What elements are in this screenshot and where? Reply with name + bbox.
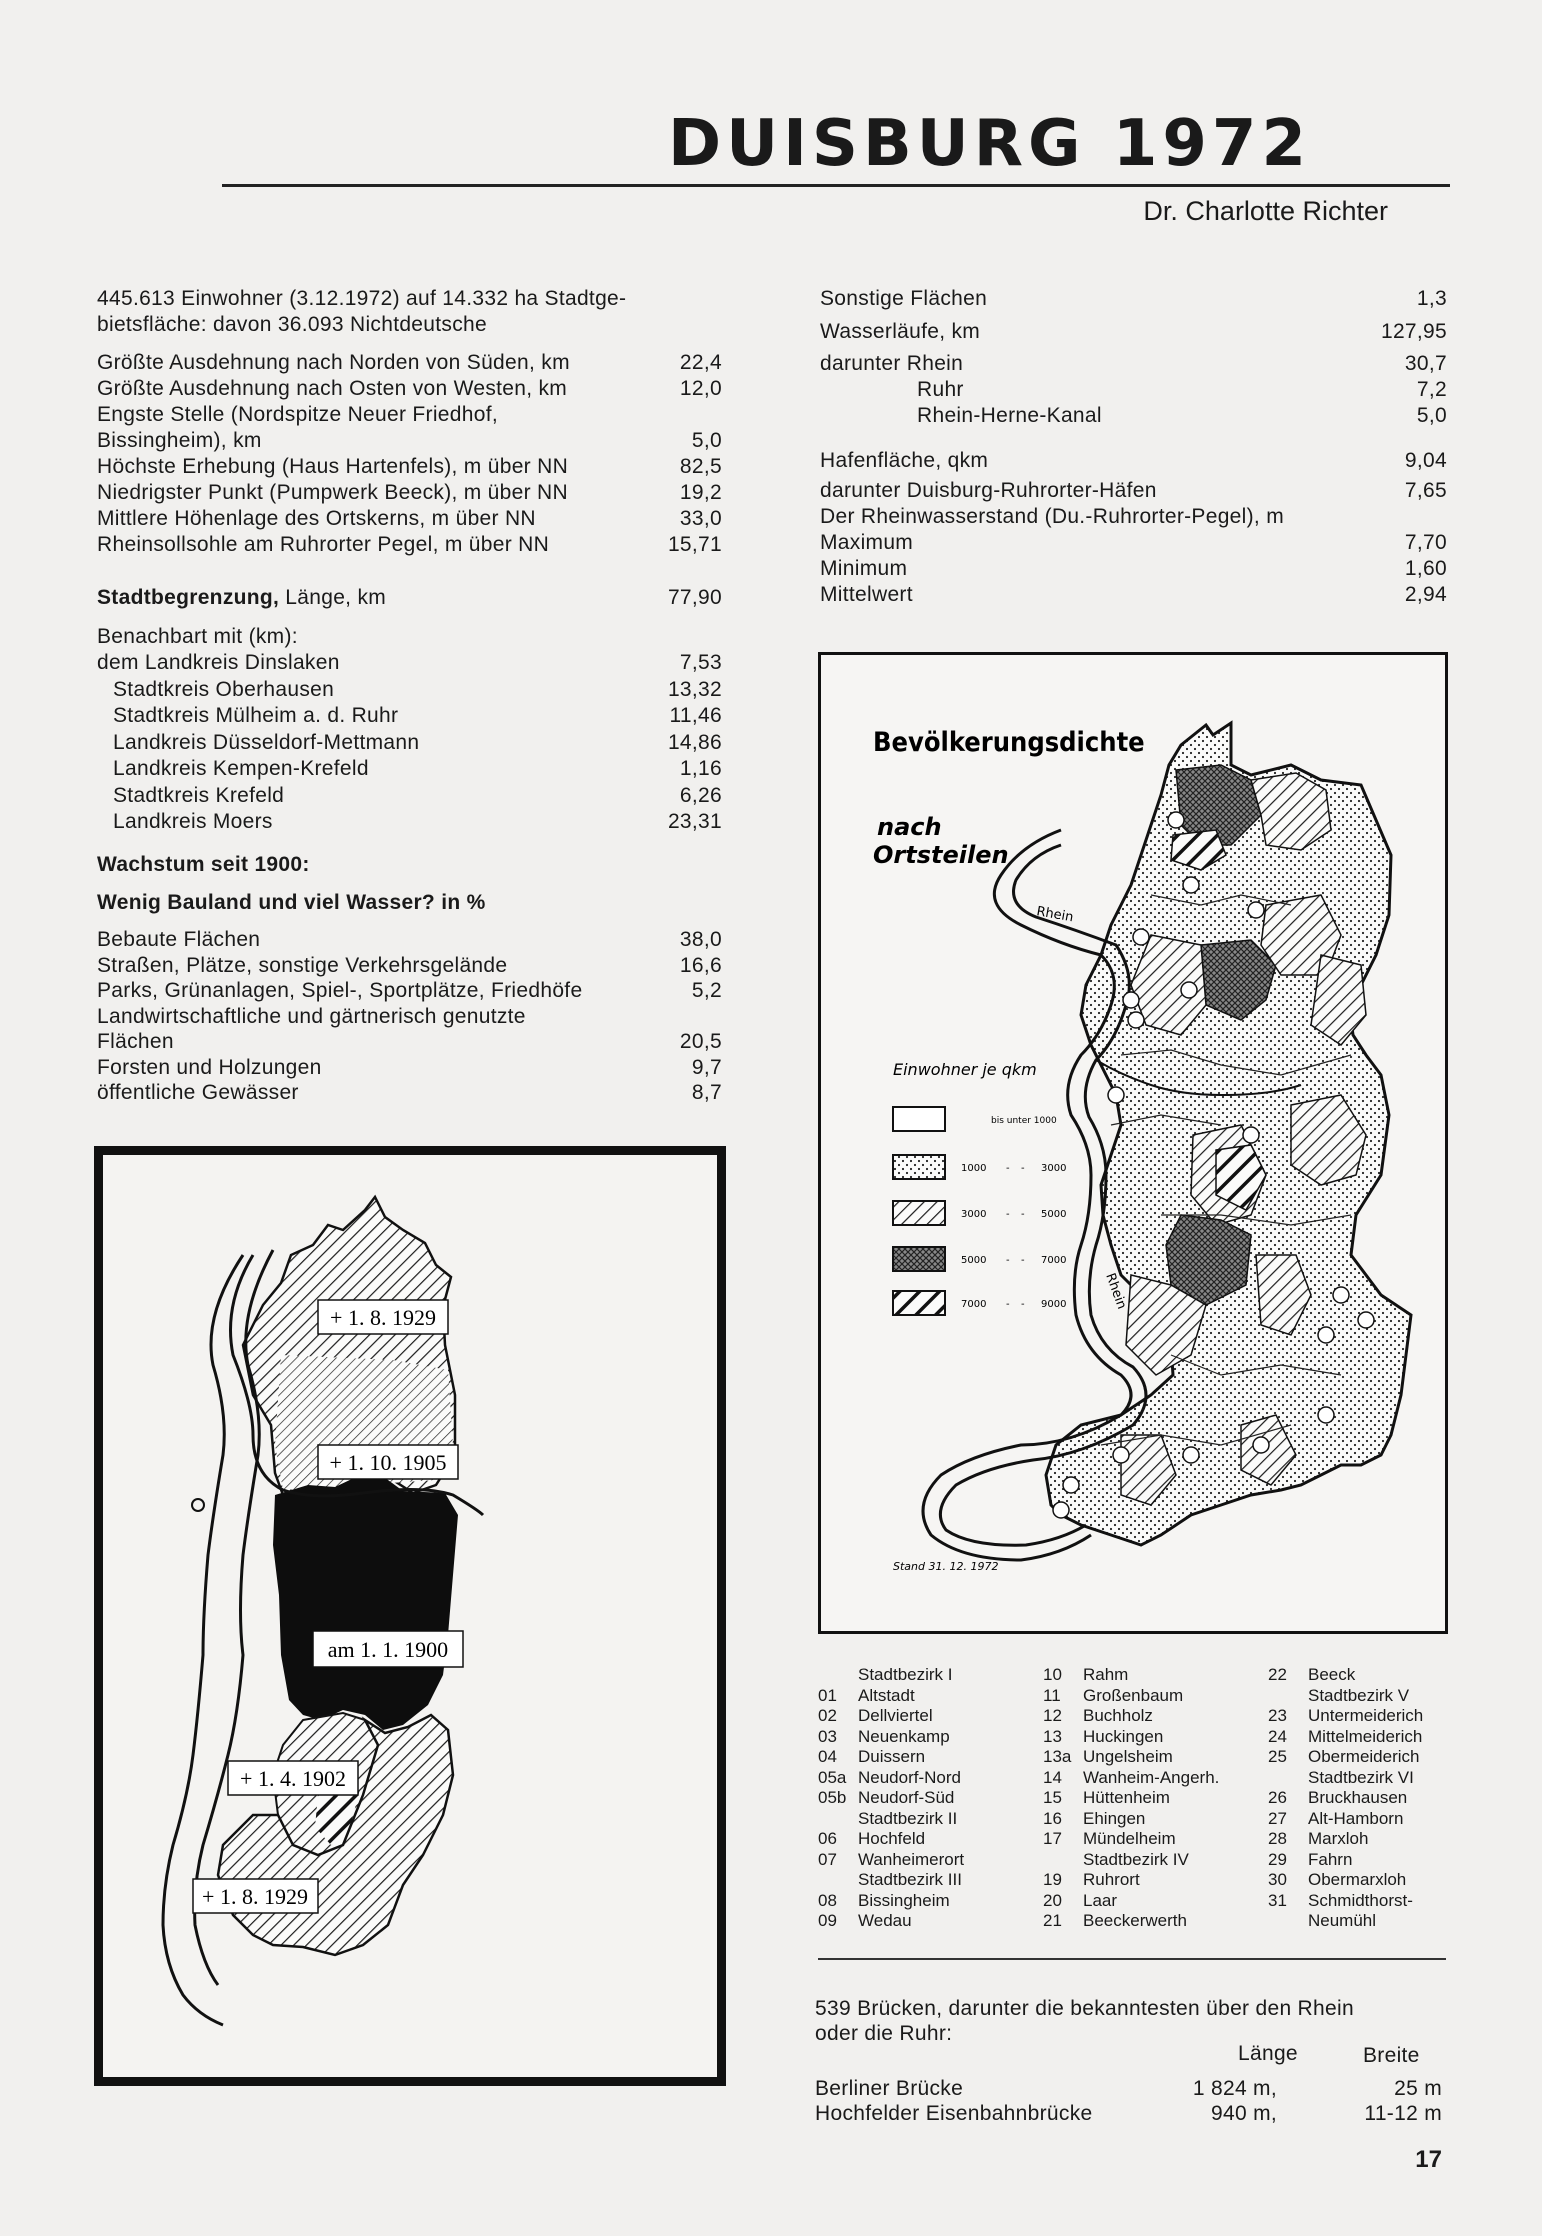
legend-dash: - (1006, 1299, 1010, 1310)
river-rhein-label: Rhein (1035, 904, 1075, 926)
measure-row: Größte Ausdehnung nach Osten von Westen, km 12,0 (97, 377, 722, 400)
neighbor-row: dem Landkreis Dinslaken 7,53 (97, 651, 722, 674)
neighbor-row: Landkreis Kempen-Krefeld 1,16 (113, 757, 722, 780)
bridges-col-width: Breite (1363, 2044, 1420, 2067)
legend-swatch-1 (893, 1107, 945, 1131)
list-item: 05b Neudorf-Süd (818, 1788, 955, 1807)
list-item: 10 Rahm (1043, 1665, 1129, 1684)
growth-heading: Wachstum seit 1900: (97, 853, 310, 876)
list-item: 13 Huckingen (1043, 1726, 1164, 1746)
measure-row: Bissingheim), km 5,0 (97, 429, 722, 452)
list-item: 22 Beeck (1268, 1665, 1356, 1684)
river-rhein-label: Rhein (1102, 1271, 1130, 1312)
page-title: DUISBURG 1972 (668, 107, 1311, 181)
legend-from-2: 1000 (961, 1163, 987, 1174)
stat-row: Sonstige Flächen 1,3 (820, 287, 1447, 310)
list-item: 15 Hüttenheim (1043, 1788, 1170, 1807)
list-item: 07 Wanheimerort (818, 1849, 965, 1869)
stat-row: Hafenfläche, qkm 9,04 (820, 449, 1447, 472)
district-marker (1128, 1012, 1144, 1028)
list-item: Stadtbezirk VI (1308, 1767, 1414, 1787)
legend-dash: - (1021, 1209, 1025, 1220)
district-marker (1318, 1327, 1334, 1343)
label-1902: + 1. 4. 1902 (240, 1766, 346, 1791)
bridges-col-length: Länge (1238, 2042, 1298, 2065)
map-marker (192, 1499, 204, 1511)
list-item: 19 Ruhrort (1043, 1870, 1140, 1889)
growth-map-frame (94, 1146, 726, 2086)
list-item: 09 Wedau (818, 1911, 912, 1930)
growth-map (103, 1155, 717, 2077)
area-1900 (273, 1469, 458, 1730)
legend-dash: - (1006, 1255, 1010, 1266)
legend-from-3: 3000 (961, 1209, 987, 1220)
land-use-row: Flächen 20,5 (97, 1030, 722, 1053)
stat-row: Rhein-Herne-Kanal 5,0 (917, 404, 1447, 427)
legend-title: Einwohner je qkm (893, 1060, 1037, 1079)
boundary-row: Stadtbegrenzung, Länge, km 77,90 (97, 586, 722, 609)
list-item: 17 Mündelheim (1043, 1829, 1176, 1848)
legend-from-5: 7000 (961, 1299, 987, 1310)
district-marker (1243, 1127, 1259, 1143)
legend-swatch-4 (893, 1247, 945, 1271)
map-date: Stand 31. 12. 1972 (893, 1560, 999, 1573)
measure-row: Engste Stelle (Nordspitze Neuer Friedhof, (97, 403, 498, 426)
district-list-col-2 (1043, 1665, 1219, 1932)
list-item: 23 Untermeiderich (1268, 1706, 1424, 1725)
land-use-row: Bebaute Flächen 38,0 (97, 928, 722, 951)
list-item: 28 Marxloh (1268, 1829, 1369, 1848)
page-number: 17 (1415, 2146, 1442, 2173)
list-item: 11 Großenbaum (1043, 1685, 1184, 1705)
stat-row: Mittelwert 2,94 (820, 583, 1447, 606)
author-name: Dr. Charlotte Richter (1143, 196, 1388, 226)
list-item: 20 Laar (1043, 1890, 1118, 1910)
land-use-list (97, 927, 722, 1106)
land-use-row: Parks, Grünanlagen, Spiel-, Sportplätze, Friedhöfe 5,2 (97, 979, 722, 1002)
stat-row: Maximum 7,70 (820, 531, 1447, 554)
bridges-intro-1: 539 Brücken, darunter die bekanntesten über den Rhein (815, 1997, 1354, 2020)
district-marker (1168, 812, 1184, 828)
label-1929-south: + 1. 8. 1929 (202, 1884, 308, 1909)
stat-row: Wasserläufe, km 127,95 (820, 320, 1447, 343)
district-marker (1183, 877, 1199, 893)
density-map-subtitle-1: nach (877, 813, 942, 841)
legend-to-5: 9000 (1041, 1299, 1067, 1310)
list-item: 03 Neuenkamp (818, 1726, 950, 1746)
district-marker (1181, 982, 1197, 998)
list-item: 31 Schmidthorst- (1268, 1890, 1413, 1910)
district-marker (1333, 1287, 1349, 1303)
district-marker (1053, 1502, 1069, 1518)
legend-swatch-5 (893, 1291, 945, 1315)
measures-list (97, 350, 722, 558)
list-item: 05a Neudorf-Nord (818, 1767, 961, 1787)
list-item: 24 Mittelmeiderich (1268, 1726, 1423, 1746)
district-marker (1063, 1477, 1079, 1493)
district-marker (1253, 1437, 1269, 1453)
neighbor-row: Landkreis Düsseldorf-Mettmann 14,86 (113, 730, 722, 754)
stat-row: Der Rheinwasserstand (Du.-Ruhrorter-Pegel), m (820, 505, 1284, 528)
neighbors-list (97, 650, 722, 836)
legend-to-4: 7000 (1041, 1255, 1067, 1266)
list-item: 02 Dellviertel (818, 1706, 933, 1725)
density-map-title: Bevölkerungsdichte (873, 727, 1145, 758)
measure-row: Rheinsollsohle am Ruhrorter Pegel, m über NN 15,71 (97, 533, 722, 556)
district-marker (1108, 1087, 1124, 1103)
legend-dash: - (1006, 1209, 1010, 1220)
land-use-row: Straßen, Plätze, sonstige Verkehrsgelände 16,6 (97, 953, 722, 977)
measure-row: Höchste Erhebung (Haus Hartenfels), m über NN 82,5 (97, 455, 722, 478)
legend-dash: - (1021, 1299, 1025, 1310)
land-use-row: Landwirtschaftliche und gärtnerisch genutzte (97, 1004, 526, 1028)
stat-row: darunter Duisburg-Ruhrorter-Häfen 7,65 (820, 479, 1447, 502)
list-item: 13a Ungelsheim (1043, 1747, 1173, 1766)
land-use-row: öffentliche Gewässer 8,7 (97, 1081, 722, 1104)
district-marker (1133, 929, 1149, 945)
district-marker (1183, 1447, 1199, 1463)
land-use-heading: Wenig Bauland und viel Wasser? in % (97, 891, 486, 914)
neighbor-row: Stadtkreis Oberhausen 13,32 (113, 677, 722, 701)
bridges-intro-2: oder die Ruhr: (815, 2022, 953, 2045)
legend-from-4: 5000 (961, 1255, 987, 1266)
list-item: 14 Wanheim-Angerh. (1043, 1767, 1220, 1787)
list-item: Stadtbezirk I (858, 1665, 953, 1684)
list-item: 16 Ehingen (1043, 1808, 1146, 1828)
right-stats-list (820, 286, 1447, 608)
district-marker (1248, 902, 1264, 918)
list-item: Stadtbezirk V (1308, 1685, 1410, 1705)
measure-row: Niedrigster Punkt (Pumpwerk Beeck), m über NN 19,2 (97, 481, 722, 504)
stat-row: darunter Rhein 30,7 (820, 352, 1447, 375)
neighbor-row: Landkreis Moers 23,31 (113, 810, 722, 833)
density-map (821, 655, 1445, 1631)
legend-swatch-3 (893, 1201, 945, 1225)
label-1905: + 1. 10. 1905 (329, 1450, 447, 1475)
district-marker (1113, 1447, 1129, 1463)
neighbor-row: Stadtkreis Krefeld 6,26 (113, 783, 722, 807)
divider (818, 1958, 1446, 1960)
list-item: 30 Obermarxloh (1268, 1870, 1407, 1889)
list-item: Stadtbezirk III (858, 1870, 962, 1889)
list-item: 26 Bruckhausen (1268, 1788, 1408, 1807)
district-marker (1318, 1407, 1334, 1423)
district-marker (1123, 992, 1139, 1008)
list-item: 27 Alt-Hamborn (1268, 1808, 1404, 1828)
district-list-col-1 (818, 1665, 964, 1932)
intro-line-1: 445.613 Einwohner (3.12.1972) auf 14.332 ha Stadtge- (97, 287, 627, 310)
legend-to-3: 5000 (1041, 1209, 1067, 1220)
measure-row: Mittlere Höhenlage des Ortskerns, m über NN 33,0 (97, 507, 722, 530)
legend-dash: - (1021, 1163, 1025, 1174)
bridge-row: Berliner Brücke 1 824 m, 25 m (815, 2077, 1442, 2100)
title-rule (222, 184, 1450, 187)
measure-row: Größte Ausdehnung nach Norden von Süden, km 22,4 (97, 351, 722, 374)
list-item: 04 Duissern (818, 1747, 926, 1766)
list-item: 21 Beeckerwerth (1043, 1911, 1187, 1930)
district-list-col-3 (1268, 1665, 1423, 1932)
list-item: 01 Altstadt (818, 1685, 915, 1705)
land-use-row: Forsten und Holzungen 9,7 (97, 1055, 722, 1079)
list-item: 06 Hochfeld (818, 1829, 926, 1848)
intro-line-2: bietsfläche: davon 36.093 Nichtdeutsche (97, 313, 487, 336)
density-map-subtitle-2: Ortsteilen (873, 841, 1009, 869)
label-1900: am 1. 1. 1900 (327, 1637, 449, 1662)
legend-dash: - (1021, 1255, 1025, 1266)
district-marker (1358, 1312, 1374, 1328)
legend-swatch-2 (893, 1155, 945, 1179)
list-item: 29 Fahrn (1268, 1849, 1353, 1869)
list-item: Stadtbezirk IV (1083, 1849, 1189, 1869)
stat-row: Ruhr 7,2 (917, 378, 1447, 401)
list-item: Stadtbezirk II (858, 1808, 958, 1828)
legend-label-1: bis unter 1000 (991, 1116, 1057, 1126)
label-1929-north: + 1. 8. 1929 (330, 1305, 436, 1330)
legend-dash: - (1006, 1163, 1010, 1174)
stat-row: Minimum 1,60 (820, 557, 1447, 580)
list-item: 25 Obermeiderich (1268, 1747, 1420, 1766)
list-item: 12 Buchholz (1043, 1706, 1153, 1725)
legend-to-2: 3000 (1041, 1163, 1067, 1174)
neighbors-heading: Benachbart mit (km): (97, 625, 298, 648)
neighbor-row: Stadtkreis Mülheim a. d. Ruhr 11,46 (113, 704, 722, 727)
list-item: Neumühl (1308, 1911, 1377, 1930)
density-map-frame (818, 652, 1448, 1634)
bridge-row: Hochfelder Eisenbahnbrücke 940 m, 11-12 m (815, 2102, 1442, 2125)
list-item: 08 Bissingheim (818, 1890, 950, 1910)
